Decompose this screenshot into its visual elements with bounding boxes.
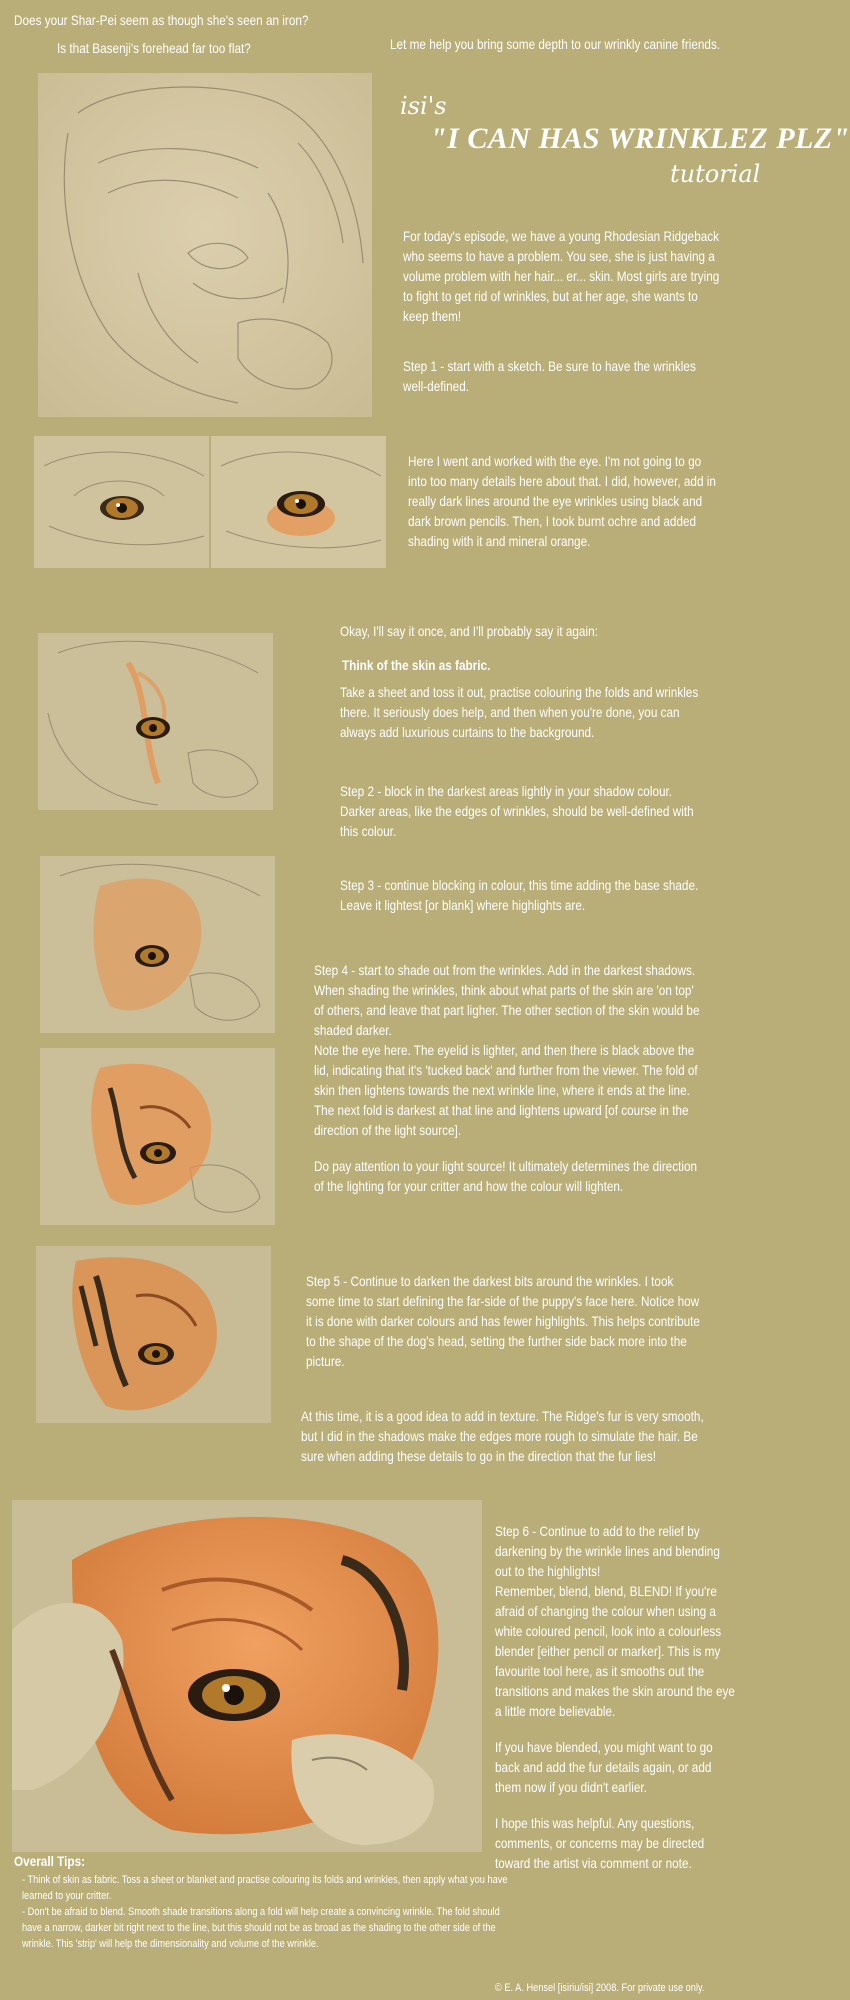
step6-paragraph: Step 6 - Continue to add to the relief by darkening by the wrinkle lines and blending out to the highlights! [495,1523,720,1579]
tips-title: Overall Tips: [14,1853,86,1869]
step5-text [306,1271,702,1371]
tip-2: - Don't be afraid to blend. Smooth shade transitions along a fold will help create a convincing wrinkle. The fold should have a narrow, darker bit right next to the line, but this should not be as broad as the shading to the other side of the wrinkle. This 'strip' will help the dimensionality and volume of the wrinkle. [22,1906,500,1950]
fabric-text [340,682,710,742]
closing-paragraph: I hope this was helpful. Any questions, comments, or concerns may be directed toward the artist via comment or note. [495,1815,705,1871]
eye-paragraph: Here I went and worked with the eye. I'm not going to go into too many details here about that. I did, however, add in really dark lines around the eye wrinkles using black and dark brown pencils. Then, I took burnt ochre and added shading with it and mineral orange. [408,453,716,549]
step5-paragraph: Step 5 - Continue to darken the darkest bits around the wrinkles. I took some time to start defining the far-side of the puppy's face here. Notice how it is done with darker colours and has fewer highlights. This helps contribute to the shape of the dog's head, setting the further side back more into the picture. [306,1273,700,1369]
fabric-paragraph: Take a sheet and toss it out, practise colouring the folds and wrinkles there. It seriously does help, and then when you're done, you can always add luxurious curtains to the background. [340,684,699,740]
step1-text [403,356,722,396]
sketch-image [38,73,372,417]
eye-step-a-image [34,436,209,568]
step3-text [340,875,710,915]
episode-paragraph: For today's episode, we have a young Rhodesian Ridgeback who seems to have a problem. You see, she is just having a volume problem with her hair... er... skin. Most girls are trying to fight to get rid of wrinkles, but at her age, she wants to keep them! [403,228,720,324]
light-source-paragraph: Do pay attention to your light source! It ultimately determines the direction of the lighting for your critter and how the colour will lighten. [314,1158,698,1194]
okay-text: Okay, I'll say it once, and I'll probably say it again: [340,623,598,639]
step4-text [314,960,705,1196]
texture-paragraph: At this time, it is a good idea to add in texture. The Ridge's fur is very smooth, but I did in the shadows make the edges more rough to simulate the hair. Be sure when adding these details to go in the direction that the fur lies! [301,1408,704,1464]
title-main: "I CAN HAS WRINKLEZ PLZ" [430,122,850,155]
episode-text [403,226,722,326]
header-question-1: Does your Shar-Pei seem as though she's seen an iron? [14,12,309,28]
tip-1: - Think of skin as fabric. Toss a sheet or blanket and practise colouring its folds and wrinkles, then apply what you have learned to your critter. [22,1874,508,1902]
title-sub: tutorial [670,160,761,188]
step3-paragraph: Step 3 - continue blocking in colour, this time adding the base shade. Leave it lightest [or blank] where highlights are. [340,877,699,913]
header-question-2: Is that Basenji's forehead far too flat? [57,40,251,56]
texture-text [301,1406,704,1466]
step4-image [40,1048,275,1225]
step2-text [340,781,710,841]
step6-image [12,1500,482,1852]
step4-eye-paragraph: Note the eye here. The eyelid is lighter, and then there is black above the lid, indicating that it's 'tucked back' and further from the viewer. The fold of skin then lightens towards the next wrinkle line, where it ends at the line. The next fold is darkest at that line and lightens upward [of course in the direction of the light source]. [314,1042,698,1138]
copyright-credit: © E. A. Hensel [isiriu/isi] 2008. For private use only. [495,1982,705,1994]
step4-paragraph: Step 4 - start to shade out from the wrinkles. Add in the darkest shadows. When shading the wrinkles, think about what parts of the skin are 'on top' of others, and leave that part ligher. The other section of the skin would be shaded darker. [314,962,700,1038]
step2-paragraph: Step 2 - block in the darkest areas lightly in your shadow colour. Darker areas, like the edges of wrinkles, should be well-defined with this colour. [340,783,694,839]
step3-image [40,856,275,1033]
step5-image [36,1246,271,1423]
tips-list [22,1872,509,1952]
blended-paragraph: If you have blended, you might want to go back and add the fur details again, or add them now if you didn't earlier. [495,1739,713,1795]
step2-image [38,633,273,810]
step1-paragraph: Step 1 - start with a sketch. Be sure to have the wrinkles well-defined. [403,358,696,394]
title-author: isi's [400,92,447,120]
eye-step-b-image [211,436,386,568]
step6-text [495,1521,739,1873]
header-intro: Let me help you bring some depth to our wrinkly canine friends. [390,36,721,52]
eye-text [408,451,719,551]
blend-paragraph: Remember, blend, blend, BLEND! If you're afraid of changing the colour when using a white coloured pencil, look into a colourless blender [either pencil or marker]. This is my favourite tool here, as it smooths out the transitions and makes the skin around the eye a little more believable. [495,1583,735,1719]
fabric-heading: Think of the skin as fabric. [342,657,491,673]
